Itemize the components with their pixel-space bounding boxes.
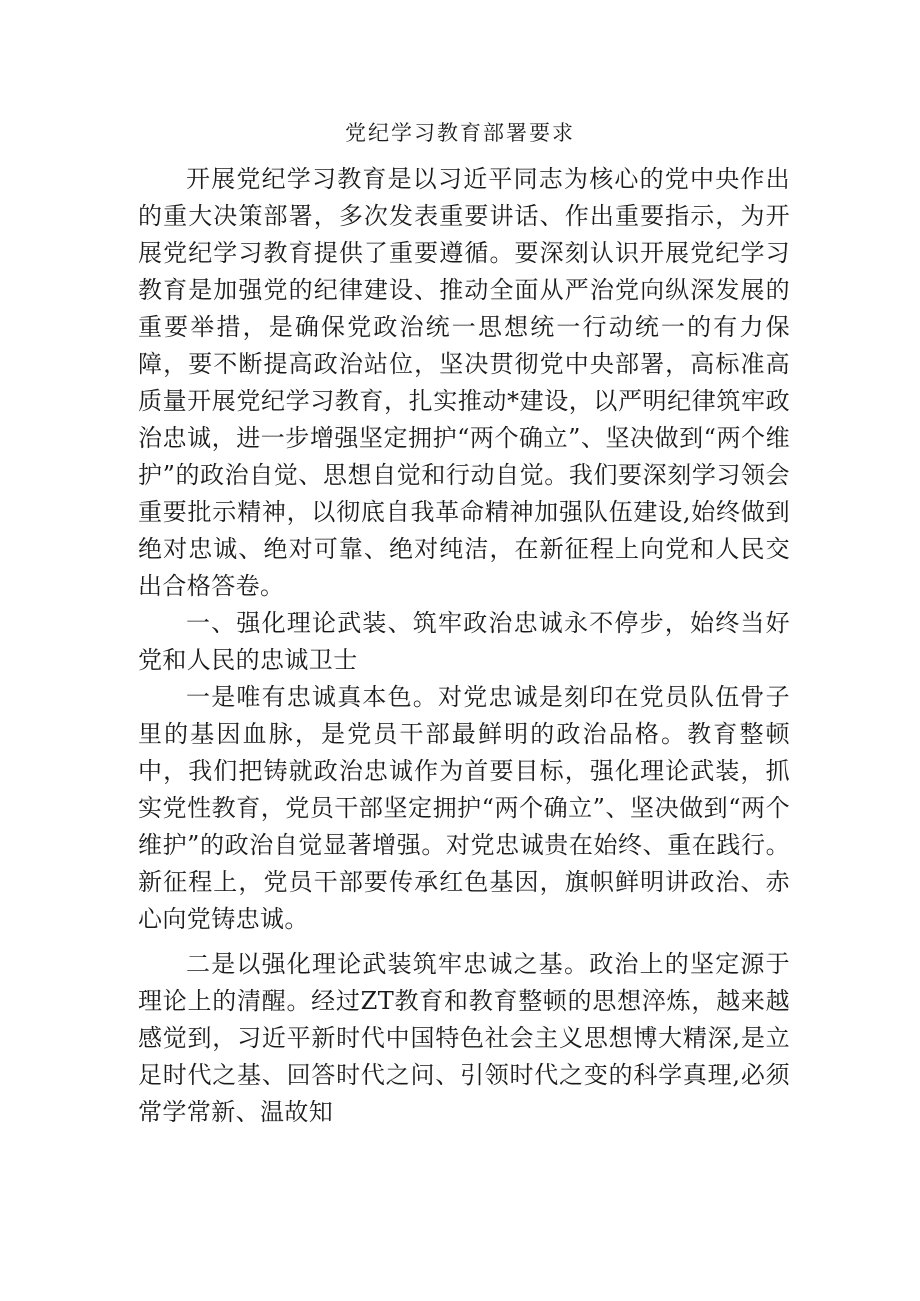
paragraph-intro: 开展党纪学习教育是以习近平同志为核心的党中央作出的重大决策部署，多次发表重要讲话、作出重要指示，为开展党纪学习教育提供了重要遵循。要深刻认识开展党纪学习教育是加强党的纪律建设、推动全面从严治党向纵深发展的重要举措，是确保党政治统一思想统一行动统一的有力保障，要不断提高政治站位，坚决贯彻党中央部署，高标准高质量开展党纪学习教育，扎实推动*建设，以严明纪律筑牢政治忠诚，进一步增强坚定拥护“两个确立”、坚决做到“两个维护”的政治自觉、思想自觉和行动自觉。我们要深刻学习领会重要批示精神，以彻底自我革命精神加强队伍建设,始终做到绝对忠诚、绝对可靠、绝对纯洁，在新征程上向党和人民交出合格答卷。 [138, 165, 790, 600]
section-heading-1: 一、强化理论武装、筑牢政治忠诚永不停步，始终当好党和人民的忠诚卫士 [138, 609, 790, 674]
paragraph-theory: 二是以强化理论武装筑牢忠诚之基。政治上的坚定源于理论上的清醒。经过ZT教育和教育整顿的思想淬炼，越来越感觉到，习近平新时代中国特色社会主义思想博大精深,是立足时代之基、回答时代之问、引领时代之变的科学真理,必须常学常新、温故知 [138, 950, 790, 1126]
paragraph-loyalty: 一是唯有忠诚真本色。对党忠诚是刻印在党员队伍骨子里的基因血脉，是党员干部最鲜明的政治品格。教育整顿中，我们把铸就政治忠诚作为首要目标，强化理论武装，抓实党性教育，党员干部坚定拥护“两个确立”、坚决做到“两个维护”的政治自觉显著增强。对党忠诚贵在始终、重在践行。新征程上，党员干部要传承红色基因，旗帜鲜明讲政治、赤心向党铸忠诚。 [138, 683, 790, 933]
document-title: 党纪学习教育部署要求 [345, 121, 575, 145]
document-body [138, 161, 790, 1131]
